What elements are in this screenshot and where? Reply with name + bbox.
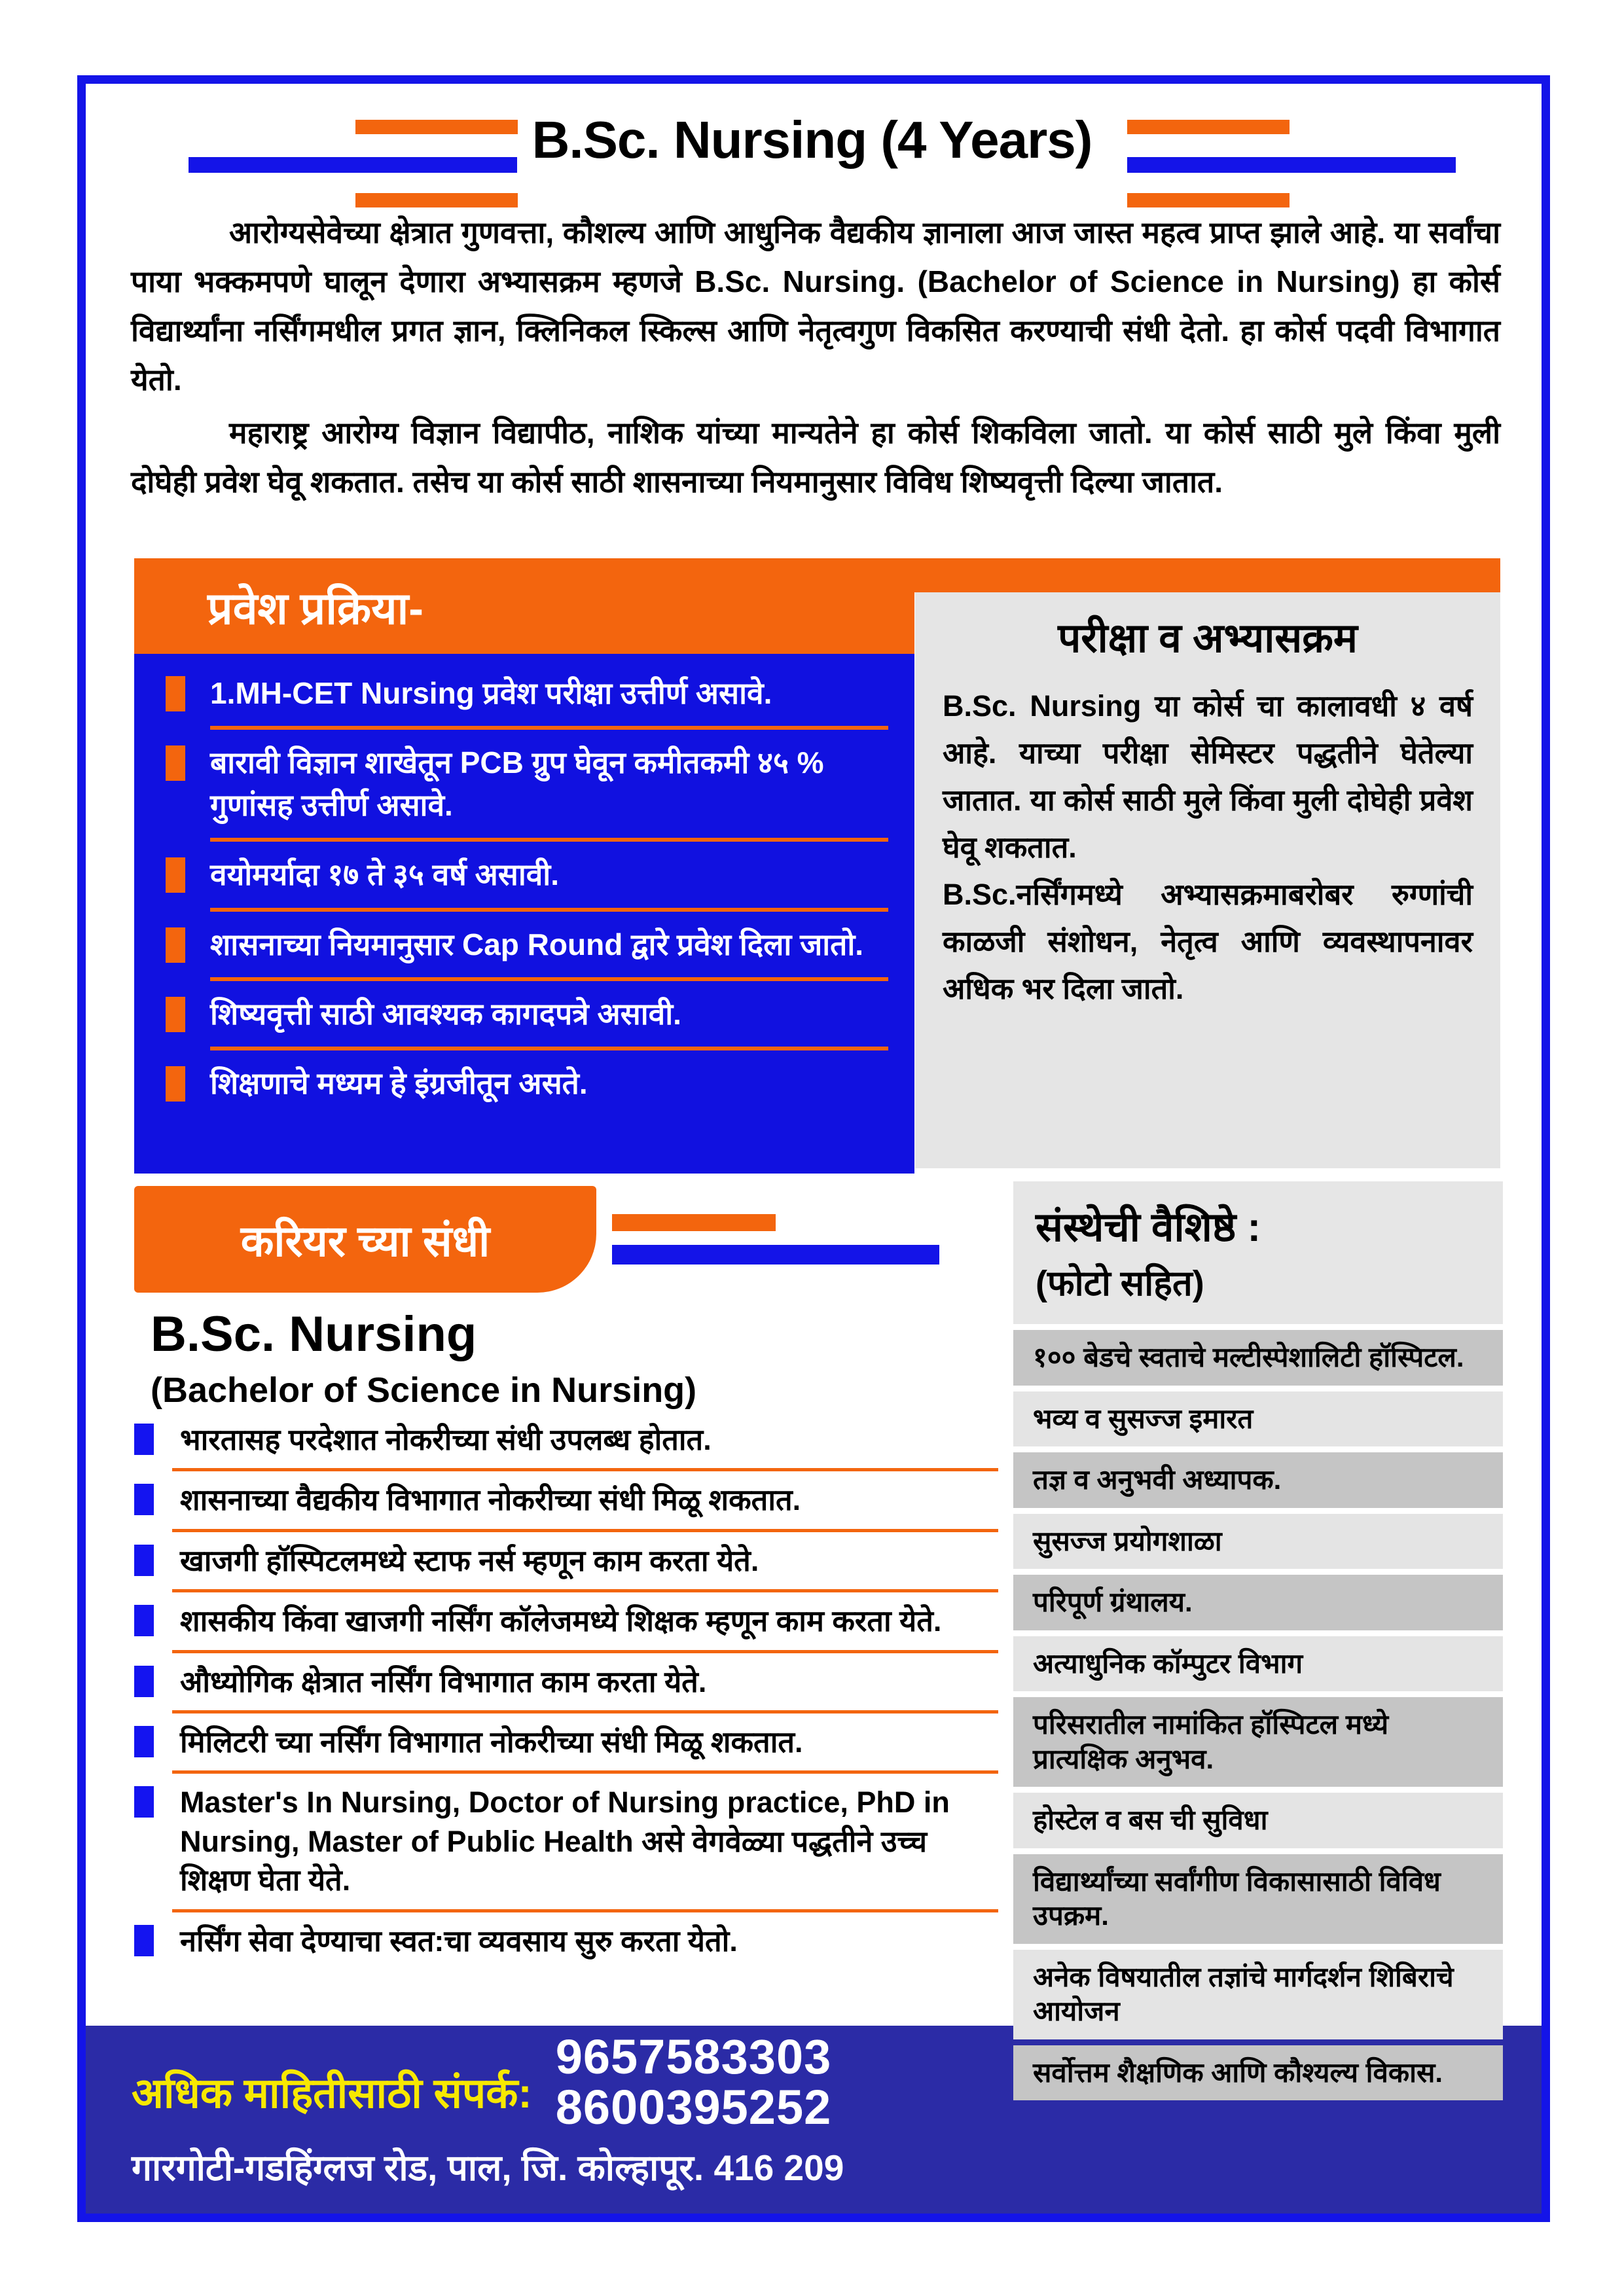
separator-line xyxy=(172,1468,998,1471)
career-subtitle: B.Sc. Nursing xyxy=(151,1306,477,1362)
separator-line xyxy=(210,1047,888,1050)
square-bullet-icon xyxy=(166,1066,185,1102)
list-item xyxy=(134,1596,998,1645)
career-section-header xyxy=(134,1186,596,1293)
feature-item: सर्वोत्तम शैक्षणिक आणि कौश्यल्य विकास. xyxy=(1013,2045,1503,2101)
square-bullet-icon xyxy=(166,997,185,1032)
square-bullet-icon xyxy=(166,676,185,711)
list-item xyxy=(134,847,914,902)
admission-section-header xyxy=(134,558,914,654)
separator-line xyxy=(210,838,888,842)
list-item-text: औध्योगिक क्षेत्रात नर्सिंग विभागात काम करता येते. xyxy=(180,1664,707,1698)
admission-list-box xyxy=(134,654,914,1174)
list-item xyxy=(134,1916,998,1965)
list-item-text: बारावी विज्ञान शाखेतून PCB ग्रुप घेवून कमीतकमी ४५ % गुणांसह उत्तीर्ण असावे. xyxy=(210,745,824,822)
square-bullet-icon xyxy=(166,927,185,963)
list-item-text: शासनाच्या वैद्यकीय विभागात नोकरीच्या संधी मिळू शकतात. xyxy=(180,1483,801,1517)
title-decor-line xyxy=(1127,193,1290,207)
page-title: B.Sc. Nursing (4 Years) xyxy=(532,111,1092,169)
list-item xyxy=(134,1717,998,1767)
list-item xyxy=(134,1475,998,1524)
list-item-text: मिलिटरी च्या नर्सिंग विभागात नोकरीच्या संधी मिळू शकतात. xyxy=(180,1725,803,1759)
intro-paragraph-2: महाराष्ट्र आरोग्य विज्ञान विद्यापीठ, नाशिक यांच्या मान्यतेने हा कोर्स शिकविला जातो. या कोर्स साठी मुले किंवा मुली दोघेही प्रवेश घेवू शकतात. तसेच या कोर्स साठी शासनाच्या नियमानुसार विविध शिष्यवृत्ती दिल्या जातात. xyxy=(131,415,1500,499)
square-bullet-icon xyxy=(134,1666,154,1697)
feature-item: अत्याधुनिक कॉम्पुटर विभाग xyxy=(1013,1636,1503,1692)
square-bullet-icon xyxy=(134,1786,154,1818)
contact-label: अधिक माहितीसाठी संपर्क: xyxy=(132,2070,532,2117)
square-bullet-icon xyxy=(134,1424,154,1455)
separator-line xyxy=(172,1589,998,1592)
list-item-text: शिक्षणाचे मध्यम हे इंग्रजीतून असते. xyxy=(210,1066,588,1101)
square-bullet-icon xyxy=(134,1484,154,1515)
square-bullet-icon xyxy=(134,1726,154,1757)
list-item xyxy=(134,666,914,721)
exam-heading: परीक्षा व अभ्यासक्रम xyxy=(1058,616,1358,661)
list-item-text: खाजगी हॉस्पिटलमध्ये स्टाफ नर्स म्हणून काम करता येते. xyxy=(180,1543,759,1577)
list-item-text: शासकीय किंवा खाजगी नर्सिंग कॉलेजमध्ये शिक्षक म्हणून काम करता येते. xyxy=(180,1604,942,1638)
square-bullet-icon xyxy=(134,1925,154,1956)
separator-line xyxy=(210,908,888,912)
phone-number-1: 9657583303 xyxy=(555,2030,832,2084)
list-item xyxy=(134,1536,998,1585)
square-bullet-icon xyxy=(134,1545,154,1576)
phone-numbers xyxy=(556,2032,832,2133)
list-item xyxy=(134,1056,914,1111)
exam-paragraph-1: B.Sc. Nursing या कोर्स चा कालावधी ४ वर्ष आहे. याच्या परीक्षा सेमिस्टर पद्धतीने घेतेल्या जातात. या कोर्स साठी मुले किंवा मुली दोघेही प्रवेश घेवू शकतात. xyxy=(943,689,1473,864)
admission-heading: प्रवेश प्रक्रिया- xyxy=(208,583,424,634)
address-line: गारगोटी-गडहिंग्लज रोड, पाल, जि. कोल्हापूर. 416 209 xyxy=(132,2147,844,2188)
square-bullet-icon xyxy=(166,745,185,781)
list-item xyxy=(134,986,914,1041)
separator-line xyxy=(172,1710,998,1713)
feature-item: सुसज्ज प्रयोगशाळा xyxy=(1013,1514,1503,1570)
career-decor-line xyxy=(612,1245,939,1265)
feature-item: भव्य व सुसज्ज इमारत xyxy=(1013,1391,1503,1447)
feature-item: होस्टेल व बस ची सुविधा xyxy=(1013,1793,1503,1848)
list-item xyxy=(134,735,914,833)
separator-line xyxy=(210,977,888,981)
features-heading: संस्थेची वैशिष्ठे : xyxy=(1036,1205,1261,1250)
exam-paragraph-2: B.Sc.नर्सिंगमध्ये अभ्यासक्रमाबरोबर रुग्णांची काळजी संशोधन, नेतृत्व आणि व्यवस्थापनावर अधिक भर दिला जातो. xyxy=(943,878,1473,1005)
list-item xyxy=(134,917,914,972)
features-panel xyxy=(1013,1181,1503,2100)
career-list xyxy=(134,1415,998,1965)
separator-line xyxy=(172,1529,998,1532)
square-bullet-icon xyxy=(166,857,185,893)
feature-item: परिसरातील नामांकित हॉस्पिटल मध्ये प्रात्यक्षिक अनुभव. xyxy=(1013,1697,1503,1787)
feature-item: १०० बेडचे स्वताचे मल्टीस्पेशालिटी हॉस्पिटल. xyxy=(1013,1330,1503,1386)
phone-number-2: 8600395252 xyxy=(555,2079,832,2134)
title-decor-line xyxy=(355,193,518,207)
list-item-text: 1.MH-CET Nursing प्रवेश परीक्षा उत्तीर्ण असावे. xyxy=(210,676,772,710)
list-item xyxy=(134,1778,998,1905)
feature-item: तज्ञ व अनुभवी अध्यापक. xyxy=(1013,1452,1503,1508)
career-heading: करियर च्या संधी xyxy=(240,1216,490,1265)
separator-line xyxy=(210,726,888,730)
list-item-text: नर्सिंग सेवा देण्याचा स्वत:चा व्यवसाय सुरु करता येतो. xyxy=(180,1924,738,1958)
intro-text xyxy=(131,208,1500,511)
feature-item: परिपूर्ण ग्रंथालय. xyxy=(1013,1575,1503,1630)
career-subtitle-full: (Bachelor of Science in Nursing) xyxy=(151,1371,697,1410)
list-item-text: भारतासह परदेशात नोकरीच्या संधी उपलब्ध होतात. xyxy=(180,1423,712,1456)
career-decor-line xyxy=(612,1214,776,1231)
list-item xyxy=(134,1657,998,1706)
list-item-text: Master's In Nursing, Doctor of Nursing practice, PhD in Nursing, Master of Public Health असे वेगवेळ्या पद्धतीने उच्च शिक्षण घेता येते. xyxy=(180,1785,950,1897)
square-bullet-icon xyxy=(134,1605,154,1636)
separator-line xyxy=(172,1909,998,1912)
list-item xyxy=(134,1415,998,1464)
list-item-text: शिष्यवृत्ती साठी आवश्यक कागदपत्रे असावी. xyxy=(210,996,681,1031)
feature-item: अनेक विषयातील तज्ञांचे मार्गदर्शन शिबिराचे आयोजन xyxy=(1013,1950,1503,2039)
features-subheading: (फोटो सहित) xyxy=(1036,1264,1204,1303)
feature-item: विद्यार्थ्यांच्या सर्वांगीण विकासासाठी विविध उपक्रम. xyxy=(1013,1854,1503,1944)
separator-line xyxy=(172,1650,998,1653)
list-item-text: शासनाच्या नियमानुसार Cap Round द्वारे प्रवेश दिला जातो. xyxy=(210,927,864,961)
separator-line xyxy=(172,1770,998,1774)
intro-paragraph-1: आरोग्यसेवेच्या क्षेत्रात गुणवत्ता, कौशल्य आणि आधुनिक वैद्यकीय ज्ञानाला आज जास्त महत्व प्राप्त झाले आहे. या सर्वांचा पाया भक्कमपणे घालून देणारा अभ्यासक्रम म्हणजे B.Sc. Nursing. (Bachelor of Science in Nursing) हा कोर्स विद्यार्थ्यांना नर्सिंगमधील प्रगत ज्ञान, क्लिनिकल स्किल्स आणि नेतृत्वगुण विकसित करण्याची संधी देतो. हा कोर्स पदवी विभागात येतो. xyxy=(131,215,1500,397)
exam-syllabus-panel xyxy=(915,592,1500,1168)
features-header xyxy=(1013,1181,1503,1324)
list-item-text: वयोमर्यादा १७ ते ३५ वर्ष असावी. xyxy=(210,857,560,892)
